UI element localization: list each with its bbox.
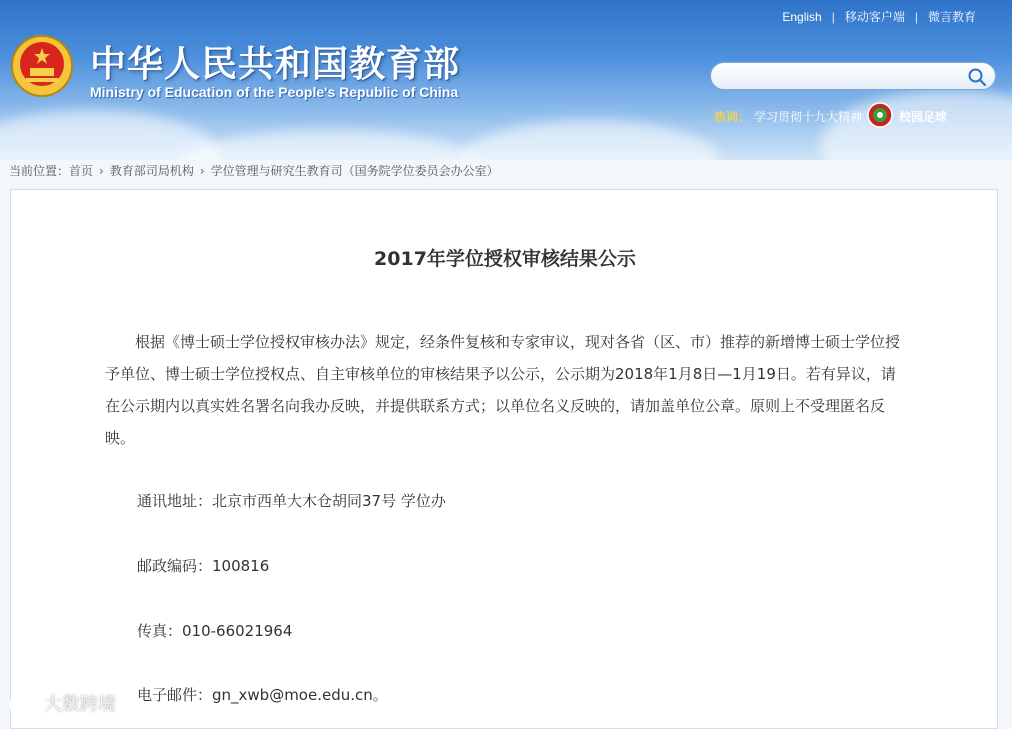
breadcrumb-item-home[interactable]: 首页 (69, 164, 94, 178)
search-box (710, 62, 996, 90)
contact-email: 电子邮件：gn_xwb@moe.edu.cn。 (137, 686, 388, 704)
hot-words (714, 108, 862, 125)
contact-address: 通讯地址：北京市西单大木仓胡同37号 学位办 (137, 492, 446, 510)
breadcrumb-item-degree-office[interactable]: 学位管理与研究生教育司（国务院学位委员会办公室） (210, 164, 499, 178)
article-panel (10, 189, 998, 729)
football-label: 校园足球 (899, 110, 948, 124)
mobile-client-link[interactable]: 移动客户端 (844, 10, 905, 24)
chevron-right-icon: › (199, 164, 205, 178)
top-links (782, 8, 976, 25)
hot-link[interactable]: 学习贯彻十九大精神 (754, 110, 863, 124)
weiyan-link[interactable]: 微言教育 (927, 10, 976, 24)
hot-label: 热词： (714, 110, 751, 124)
article-paragraph: 根据《博士硕士学位授权审核办法》规定，经条件复核和专家审议，现对各省（区、市）推荐的新增博士硕士学位授予单位、博士硕士学位授权点、自主审核单位的审核结果予以公示，公示期为2018年1月8日—1月19日。若有异议，请在公示期内以真实姓名署名向我办反映，并提供联系方式；以单位名义反映的，请加盖单位公章。原则上不受理匿名反映。 (105, 333, 901, 447)
site-title-en: Ministry of Education of the People's Republic of China (90, 84, 459, 100)
article-title: 2017年学位授权审核结果公示 (374, 248, 636, 270)
site-header (0, 0, 1012, 160)
site-title-cn[interactable]: 中华人民共和国教育部 (90, 44, 461, 85)
contact-postcode: 邮政编码：100816 (137, 557, 270, 575)
chevron-right-icon: › (99, 164, 104, 178)
football-badge-icon (867, 102, 893, 128)
watermark-text: 大数跨境 (44, 694, 116, 715)
breadcrumb-prefix: 当前位置： (9, 164, 70, 178)
breadcrumb-item-departments[interactable]: 教育部司局机构 (109, 164, 194, 178)
english-link[interactable]: English (782, 10, 822, 24)
divider: | (914, 10, 918, 24)
search-input[interactable] (725, 66, 969, 88)
search-icon[interactable] (967, 67, 987, 87)
national-emblem-icon (10, 34, 74, 98)
divider: | (831, 10, 835, 24)
breadcrumb (9, 162, 499, 179)
watermark (8, 690, 116, 716)
contact-fax: 传真：010-66021964 (137, 622, 293, 640)
watermark-logo-icon (8, 694, 44, 716)
